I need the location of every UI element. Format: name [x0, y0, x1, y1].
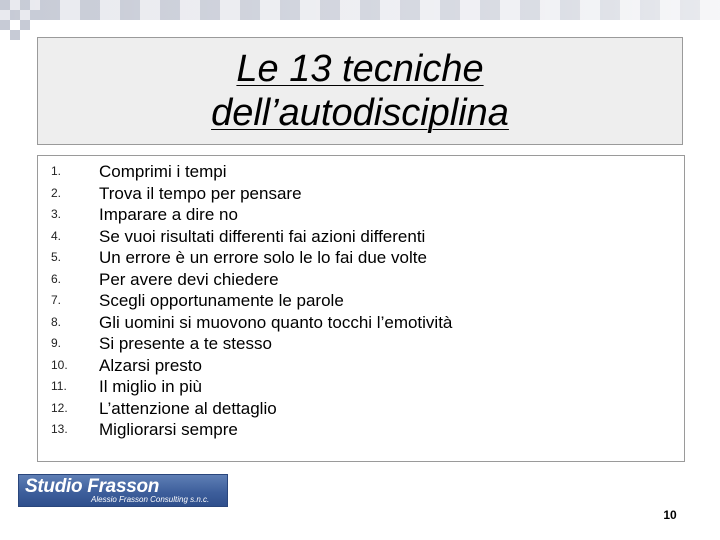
studio-frasson-logo	[18, 474, 228, 507]
list-item-number: 13.	[51, 422, 68, 436]
list-item-number: 3.	[51, 207, 62, 221]
list-item-text: L’attenzione al dettaglio	[99, 398, 277, 418]
list-item-number: 4.	[51, 228, 62, 243]
list-item-text: Imparare a dire no	[99, 205, 238, 224]
list-item-text: Un errore è un errore solo le lo fai due volte	[99, 248, 427, 267]
list-item-number: 10.	[51, 357, 68, 372]
list-item-number: 9.	[51, 336, 62, 350]
list-item-number: 1.	[51, 164, 62, 178]
list-item-text: Il miglio in più	[99, 377, 202, 396]
logo-sub-text: Alessio Frasson Consulting s.n.c.	[91, 495, 210, 504]
list-item-text: Se vuoi risultati differenti fai azioni differenti	[99, 226, 426, 246]
list-item-number: 8.	[51, 314, 62, 329]
list-item-text: Comprimi i tempi	[99, 162, 227, 181]
list-item-text: Gli uomini si muovono quanto tocchi l’emotività	[99, 312, 453, 332]
slide-title-line-1: Le 13 tecniche	[236, 48, 484, 90]
list-item-text: Per avere devi chiedere	[99, 269, 279, 289]
slide-title-line-2: dell’autodisciplina	[211, 92, 509, 134]
list-item-number: 6.	[51, 271, 62, 286]
page-number: 10	[663, 508, 677, 522]
list-item-text: Migliorarsi sempre	[99, 420, 238, 439]
logo-main-text: Studio Frasson	[25, 476, 160, 497]
list-item-text: Trova il tempo per pensare	[99, 183, 302, 203]
list-item-text: Scegli opportunamente le parole	[99, 291, 344, 310]
list-item-number: 11.	[51, 379, 67, 393]
list-item-text: Si presente a te stesso	[99, 334, 272, 353]
slide-title-box	[37, 37, 683, 145]
list-item-number: 5.	[51, 250, 62, 264]
list-item-text: Alzarsi presto	[99, 355, 202, 375]
list-item-number: 2.	[51, 185, 62, 200]
content-box	[37, 155, 685, 462]
list-item-number: 7.	[51, 293, 62, 307]
checker-decoration	[0, 0, 720, 40]
list-item-number: 12.	[51, 400, 68, 415]
